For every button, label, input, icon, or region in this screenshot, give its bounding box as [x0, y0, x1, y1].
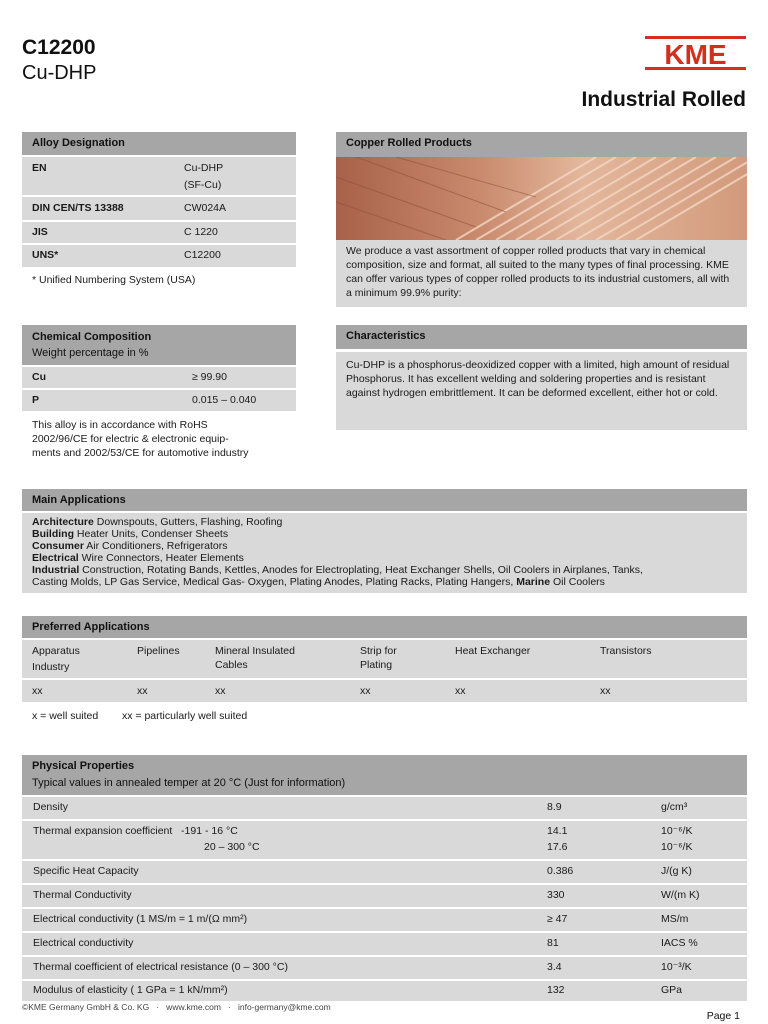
chemical-row-p [22, 390, 296, 411]
preferred-label-line2: Industry [32, 661, 70, 673]
preferred-label: Heat Exchanger [455, 645, 531, 657]
rohs-note [32, 418, 249, 460]
designation-label: JIS [32, 226, 48, 238]
designation-value: C12200 [184, 249, 221, 261]
application-category: Industrial [32, 564, 80, 576]
main-applications-header: Main Applications [22, 489, 747, 511]
element-value: 0.015 – 0.040 [192, 394, 257, 406]
designation-row-jis [22, 222, 296, 243]
property-label: Thermal expansion coefficient -191 - 16 °C [33, 825, 238, 837]
application-line [32, 528, 737, 540]
uns-footnote: * Unified Numbering System (USA) [32, 274, 196, 286]
property-value: 8.9 [547, 801, 562, 813]
application-category: Architecture [32, 516, 94, 528]
application-items: Casting Molds, LP Gas Service, Medical Gas- Oxygen, Plating Anodes, Plating Racks, Plating Hangers, [32, 576, 517, 588]
preferred-label-line2: Plating [360, 659, 393, 671]
preferred-value: xx [360, 685, 371, 697]
rohs-note-line: ments and 2002/53/CE for automotive industry [32, 447, 249, 459]
property-row-density [22, 797, 747, 819]
preferred-label: Apparatus [32, 645, 80, 657]
copper-coil-image [336, 157, 747, 240]
physical-title: Physical Properties [32, 760, 135, 772]
preferred-label: Transistors [600, 645, 652, 657]
property-value: ≥ 47 [547, 913, 568, 925]
application-line [32, 552, 737, 564]
element-label: P [32, 394, 40, 406]
property-value-2: 17.6 [547, 841, 568, 853]
application-items: Heater Units, Condenser Sheets [74, 528, 229, 540]
preferred-labels-row [22, 640, 747, 678]
property-value: 3.4 [547, 961, 562, 973]
property-row-heat-capacity [22, 861, 747, 883]
rohs-note-line: 2002/96/CE for electric & electronic equip- [32, 433, 229, 445]
element-value: ≥ 99.90 [192, 371, 227, 383]
property-unit: MS/m [661, 913, 689, 925]
legend-particularly-suited: xx = particularly well suited [122, 710, 248, 722]
preferred-value: xx [137, 685, 148, 697]
designation-value: CW024A [184, 202, 227, 214]
application-items: Wire Connectors, Heater Elements [78, 552, 244, 564]
legend-well-suited: x = well suited [32, 710, 99, 722]
preferred-label-line2: Cables [215, 659, 248, 671]
alloy-code: C12200 [22, 36, 96, 59]
property-row-thermal-conductivity [22, 885, 747, 907]
property-row-thermal-coefficient [22, 957, 747, 979]
designation-row-din [22, 197, 296, 220]
application-category: Consumer [32, 540, 84, 552]
preferred-label: Strip for [360, 645, 397, 657]
chemical-subtitle: Weight percentage in % [32, 347, 149, 359]
characteristics-header: Characteristics [336, 325, 747, 349]
property-row-electrical-conductivity-ms [22, 909, 747, 931]
property-unit: GPa [661, 984, 683, 996]
property-label: Specific Heat Capacity [33, 865, 139, 877]
application-items: Construction, Rotating Bands, Kettles, Anodes for Electroplating, Heat Exchanger Shells, Oil Coolers in Airplanes, Tanks, [79, 564, 643, 576]
designation-value: Cu-DHP [184, 162, 224, 174]
property-label: Density [33, 801, 69, 813]
page-number: Page 1 [706, 1010, 740, 1022]
property-unit: W/(m K) [661, 889, 700, 901]
designation-value-alt: (SF-Cu) [184, 179, 222, 191]
designation-label: EN [32, 162, 47, 174]
preferred-applications-header: Preferred Applications [22, 616, 747, 638]
application-category: Building [32, 528, 74, 540]
application-items: Downspouts, Gutters, Flashing, Roofing [93, 516, 283, 528]
property-value: 0.386 [547, 865, 574, 877]
preferred-value: xx [455, 685, 466, 697]
property-row-modulus [22, 981, 747, 1001]
kme-logo [645, 36, 746, 70]
property-label: Thermal Conductivity [33, 889, 132, 901]
designation-row-uns [22, 245, 296, 267]
property-unit: 10⁻⁶/K [661, 825, 693, 837]
preferred-value: xx [600, 685, 611, 697]
property-unit: IACS % [661, 937, 698, 949]
kme-logo-text: KME [664, 39, 727, 70]
chemical-title: Chemical Composition [32, 331, 152, 343]
main-applications-body [22, 513, 747, 593]
application-line [32, 516, 737, 528]
application-items: Oil Coolers [550, 576, 605, 588]
physical-properties-header [22, 755, 747, 795]
property-value: 132 [547, 984, 565, 996]
application-line [32, 564, 737, 576]
application-category: Marine [516, 576, 551, 588]
designation-row-en [22, 157, 296, 195]
alloy-name: Cu-DHP [22, 62, 97, 84]
preferred-values-row [22, 680, 747, 702]
application-line [32, 540, 737, 552]
property-value: 14.1 [547, 825, 568, 837]
preferred-label: Pipelines [137, 645, 180, 657]
property-row-electrical-conductivity-iacs [22, 933, 747, 955]
property-value: 330 [547, 889, 565, 901]
physical-subtitle: Typical values in annealed temper at 20 °C (Just for information) [32, 777, 346, 789]
document-type: Industrial Rolled [581, 88, 746, 111]
property-unit: g/cm³ [661, 801, 688, 813]
copper-products-description: We produce a vast assortment of copper rolled products that vary in chemical composition, size and format, all suited to the many types of final processing. KME can offer various types of copper rolled products to its industrial customers, all with a minimum 99.9% purity: [336, 240, 747, 307]
footer-contact: ©KME Germany GmbH & Co. KG · www.kme.com · info-germany@kme.com [22, 1002, 331, 1012]
property-label: Thermal coefficient of electrical resistance (0 – 300 °C) [33, 961, 288, 973]
application-items: Air Conditioners, Refrigerators [83, 540, 228, 552]
property-unit-2: 10⁻⁶/K [661, 841, 693, 853]
alloy-designation-header: Alloy Designation [22, 132, 296, 155]
property-label-line2: 20 – 300 °C [204, 841, 260, 853]
copper-products-header: Copper Rolled Products [336, 132, 747, 157]
property-label: Electrical conductivity (1 MS/m = 1 m/(Ω mm²) [33, 913, 248, 925]
chemical-composition-header [22, 325, 296, 365]
chemical-row-cu [22, 367, 296, 388]
preferred-value: xx [32, 685, 43, 697]
property-label: Electrical conductivity [33, 937, 134, 949]
property-row-thermal-expansion [22, 821, 747, 859]
characteristics-description: Cu-DHP is a phosphorus-deoxidized copper with a limited, high amount of residual Phosphorus. It has excellent welding and soldering properties and is resistant against hydrogen embrittlement. It can be deformed excellent, either hot or cold. [336, 352, 747, 430]
rohs-note-line: This alloy is in accordance with RoHS [32, 419, 208, 431]
property-value: 81 [547, 937, 559, 949]
element-label: Cu [32, 371, 46, 383]
application-category: Electrical [32, 552, 79, 564]
property-label: Modulus of elasticity ( 1 GPa = 1 kN/mm²) [33, 984, 228, 996]
designation-label: UNS* [32, 249, 59, 261]
designation-label: DIN CEN/TS 13388 [32, 202, 124, 214]
application-line [32, 576, 737, 588]
preferred-label: Mineral Insulated [215, 645, 295, 657]
property-unit: J/(g K) [661, 865, 692, 877]
preferred-value: xx [215, 685, 226, 697]
designation-value: C 1220 [184, 226, 218, 238]
property-unit: 10⁻³/K [661, 961, 692, 973]
